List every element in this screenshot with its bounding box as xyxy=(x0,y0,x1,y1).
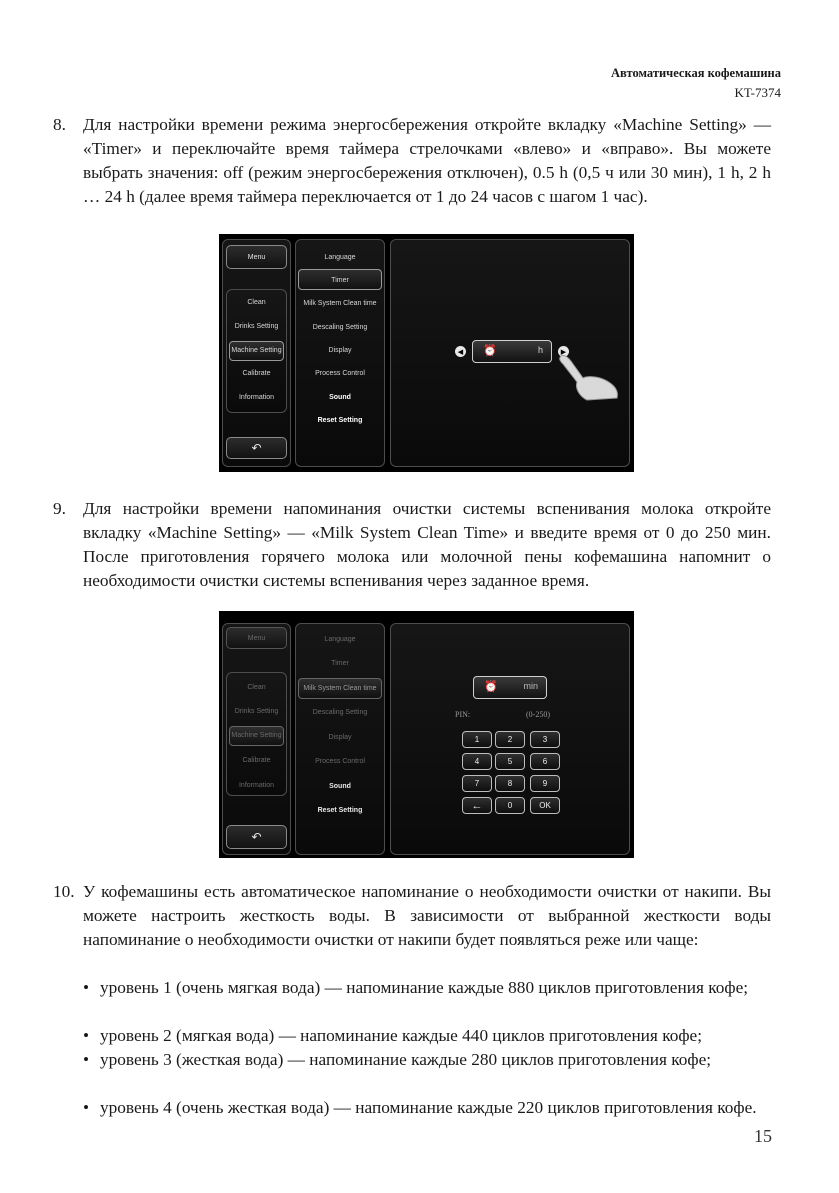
menu-item-clean[interactable]: Clean xyxy=(247,299,266,306)
timer-unit: h xyxy=(537,345,543,355)
bullet-item xyxy=(83,1048,771,1072)
menu-item-calibrate[interactable]: Calibrate xyxy=(242,370,271,377)
page-header xyxy=(611,64,781,102)
setting-language[interactable]: Language xyxy=(324,254,356,261)
bullet-icon: • xyxy=(83,1098,90,1117)
bullet-item xyxy=(83,976,771,1000)
bullet-icon: • xyxy=(83,1050,90,1069)
alarm-clock-icon: ⏰ xyxy=(484,681,498,693)
left-menu xyxy=(226,611,287,858)
setting-process-control[interactable]: Process Control xyxy=(315,370,365,377)
setting-descaling[interactable]: Descaling Setting xyxy=(312,324,368,331)
back-button[interactable] xyxy=(226,437,287,459)
keypad-key-6[interactable]: 6 xyxy=(530,753,560,770)
item-number: 9. xyxy=(53,499,66,518)
keypad-backspace-key[interactable]: ← xyxy=(462,797,492,814)
setting-milk-system-clean-time[interactable]: Milk System Clean time xyxy=(303,685,377,692)
item-text: Для настройки времени напоминания очистки системы вспенивания молока откройте вкладку «Machine Setting» — «Milk System Clean Time» и введите время от 0 до 250 мин. После приготовления горячего молока или молочной пены кофемашина напомнит о необходимости очистки системы вспенивания через заданное время. xyxy=(83,499,771,590)
menu-item-drinks-setting[interactable]: Drinks Setting xyxy=(234,323,279,330)
setting-language[interactable]: Language xyxy=(324,636,356,643)
menu-item-information[interactable]: Information xyxy=(238,394,275,401)
back-button[interactable] xyxy=(226,825,287,849)
keypad-key-8[interactable]: 8 xyxy=(495,775,525,792)
keypad-key-7[interactable]: 7 xyxy=(462,775,492,792)
settings-list xyxy=(295,234,385,472)
keypad-key-2[interactable]: 2 xyxy=(495,731,525,748)
left-arrow-button[interactable] xyxy=(455,346,466,357)
setting-timer[interactable]: Timer xyxy=(331,277,349,284)
keypad-ok-key[interactable]: OK xyxy=(530,797,560,814)
item-number: 8. xyxy=(53,115,66,134)
keypad-key-4[interactable]: 4 xyxy=(462,753,492,770)
page-number: 15 xyxy=(754,1126,772,1146)
setting-display[interactable]: Display xyxy=(328,347,352,354)
setting-milk-system-clean-time[interactable]: Milk System Clean time xyxy=(303,300,377,307)
settings-list xyxy=(295,611,385,858)
keypad-key-0[interactable]: 0 xyxy=(495,797,525,814)
menu-button[interactable]: Menu xyxy=(226,245,287,269)
list-item-8 xyxy=(53,113,771,209)
menu-item-clean[interactable]: Clean xyxy=(247,684,266,691)
triangle-left-icon: ◀ xyxy=(457,348,464,356)
setting-display[interactable]: Display xyxy=(328,734,352,741)
bullet-icon: • xyxy=(83,1026,90,1045)
bullet-text: уровень 4 (очень жесткая вода) — напоминание каждые 220 циклов приготовления кофе. xyxy=(100,1098,757,1117)
setting-timer[interactable]: Timer xyxy=(331,660,349,667)
pin-range: (0-250) xyxy=(526,710,550,719)
alarm-clock-icon: ⏰ xyxy=(483,345,497,357)
keypad-key-5[interactable]: 5 xyxy=(495,753,525,770)
menu-item-drinks-setting[interactable]: Drinks Setting xyxy=(234,708,279,715)
clean-time-display xyxy=(473,676,547,699)
setting-sound[interactable]: Sound xyxy=(329,783,351,790)
timer-display xyxy=(472,340,552,363)
menu-item-machine-setting[interactable]: Machine Setting xyxy=(231,732,282,739)
header-model: KT-7374 xyxy=(734,85,781,100)
setting-reset[interactable]: Reset Setting xyxy=(317,417,363,424)
list-item-10 xyxy=(53,880,771,952)
back-arrow-icon: ↶ xyxy=(251,830,262,844)
item-number: 10. xyxy=(53,882,75,901)
menu-item-machine-setting[interactable]: Machine Setting xyxy=(231,347,282,354)
back-arrow-icon: ↶ xyxy=(251,441,262,455)
setting-descaling[interactable]: Descaling Setting xyxy=(312,709,368,716)
timer-screenshot xyxy=(219,234,634,472)
list-item-9 xyxy=(53,497,771,593)
menu-item-information[interactable]: Information xyxy=(238,782,275,789)
keypad-key-1[interactable]: 1 xyxy=(462,731,492,748)
triangle-right-icon: ▶ xyxy=(560,348,567,356)
bullet-text: уровень 1 (очень мягкая вода) — напоминание каждые 880 циклов приготовления кофе; xyxy=(100,978,749,997)
setting-reset[interactable]: Reset Setting xyxy=(317,807,363,814)
setting-sound[interactable]: Sound xyxy=(329,394,351,401)
pin-label: PIN: xyxy=(455,710,471,719)
clean-time-unit: min xyxy=(523,681,538,691)
item-text: У кофемашины есть автоматическое напоминание о необходимости очистки от накипи. Вы можете настроить жесткость воды. В зависимости от выбранной жесткости воды напоминание о необходимости очистки от накипи будет появляться реже или чаще: xyxy=(83,882,771,949)
pointing-hand-icon xyxy=(557,352,623,402)
header-title: Автоматическая кофемашина xyxy=(611,66,781,80)
menu-button[interactable]: Menu xyxy=(226,627,287,649)
bullet-item xyxy=(83,1024,771,1048)
menu-item-calibrate[interactable]: Calibrate xyxy=(242,757,271,764)
item-text: Для настройки времени режима энергосбережения откройте вкладку «Machine Setting» — «Timer» и переключайте время таймера стрелочками «влево» и «вправо». Вы можете выбрать значения: off (режим энергосбережения отключен), 0.5 h (0,5 ч или 30 мин), 1 h, 2 h … 24 h (далее время таймера переключается от 1 до 24 часов с шагом 1 час). xyxy=(83,115,771,206)
milk-clean-time-screenshot xyxy=(219,611,634,858)
bullet-text: уровень 2 (мягкая вода) — напоминание каждые 440 циклов приготовления кофе; xyxy=(100,1026,703,1045)
keypad-key-9[interactable]: 9 xyxy=(530,775,560,792)
bullet-icon: • xyxy=(83,978,90,997)
setting-process-control[interactable]: Process Control xyxy=(315,758,365,765)
keypad-key-3[interactable]: 3 xyxy=(530,731,560,748)
bullet-item xyxy=(83,1096,771,1120)
bullet-text: уровень 3 (жесткая вода) — напоминание каждые 280 циклов приготовления кофе; xyxy=(100,1050,712,1069)
